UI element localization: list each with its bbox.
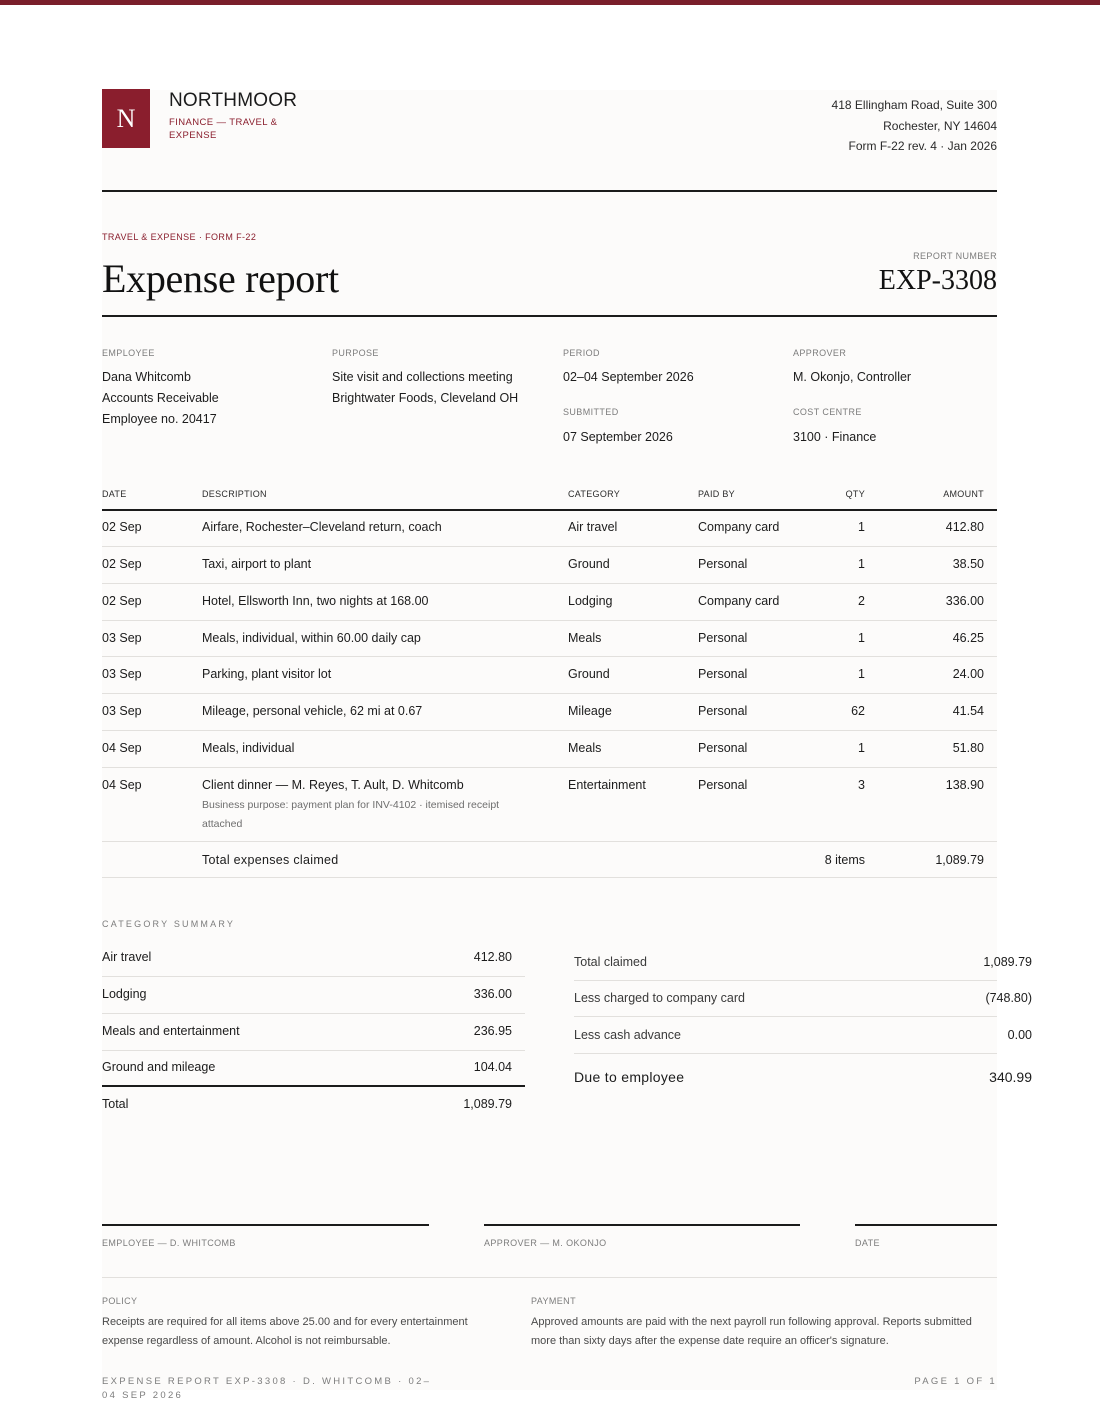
row-divider — [102, 656, 997, 657]
row-description: Mileage, personal vehicle, 62 mi at 0.67 — [202, 704, 423, 718]
due-label: Due to employee — [574, 1069, 685, 1085]
col-header-qty: QTY — [845, 489, 865, 499]
row-category: Ground — [568, 557, 610, 571]
submitted-value: 07 September 2026 — [563, 430, 673, 444]
settlement-label: Less cash advance — [574, 1028, 682, 1042]
row-date: 02 Sep — [102, 557, 142, 571]
row-category: Meals — [568, 741, 602, 755]
row-description: Airfare, Rochester–Cleveland return, coach — [202, 520, 442, 534]
row-amount: 24.00 — [952, 667, 984, 681]
category-divider — [102, 1013, 525, 1014]
logo-letter: N — [116, 103, 136, 133]
row-amount: 412.80 — [945, 520, 984, 534]
col-header-date: DATE — [102, 489, 127, 499]
purpose-line: Site visit and collections meeting — [332, 370, 513, 384]
row-description: Parking, plant visitor lot — [202, 667, 332, 681]
notes-divider — [102, 1277, 997, 1278]
category-summary-label: CATEGORY SUMMARY — [102, 919, 236, 929]
category-name: Meals and entertainment — [102, 1024, 240, 1038]
settlement-divider — [574, 980, 997, 981]
row-paid-by: Personal — [698, 704, 748, 718]
form-revision: Form F-22 rev. 4 · Jan 2026 — [848, 139, 997, 153]
row-note — [202, 796, 499, 834]
row-note-line: attached — [202, 818, 243, 830]
due-amount: 340.99 — [989, 1069, 1032, 1085]
col-header-amount: AMOUNT — [943, 489, 984, 499]
row-amount: 138.90 — [945, 778, 984, 792]
date-signature-line — [855, 1224, 997, 1226]
policy-line: Receipts are required for all items above 25.00 and for every entertainment — [102, 1316, 468, 1328]
row-divider — [102, 730, 997, 731]
footer-reference — [102, 1375, 431, 1403]
employee-signature-label: EMPLOYEE — D. WHITCOMB — [102, 1238, 236, 1248]
row-paid-by: Personal — [698, 741, 748, 755]
address-line: Rochester, NY 14604 — [883, 118, 997, 133]
row-paid-by: Company card — [698, 594, 780, 608]
row-description: Meals, individual, within 60.00 daily cap — [202, 631, 421, 645]
category-amount: 336.00 — [473, 987, 512, 1001]
row-qty: 62 — [851, 704, 865, 718]
title-rule — [102, 315, 997, 317]
footer-line: 04 SEP 2026 — [102, 1390, 184, 1401]
purpose-label: PURPOSE — [332, 348, 379, 358]
settlement-divider — [574, 1053, 997, 1054]
row-amount: 38.50 — [952, 557, 984, 571]
settlement-divider — [574, 1016, 997, 1017]
page-title: Expense report — [102, 256, 339, 301]
settlement-label: Total claimed — [574, 955, 647, 969]
approver-signature-line — [484, 1224, 800, 1226]
row-amount: 51.80 — [952, 741, 984, 755]
category-divider — [102, 1050, 525, 1051]
category-name: Ground and mileage — [102, 1060, 216, 1074]
row-paid-by: Company card — [698, 520, 780, 534]
row-description: Client dinner — M. Reyes, T. Ault, D. Whitcomb — [202, 778, 464, 792]
row-qty: 1 — [858, 631, 865, 645]
table-header-rule — [102, 509, 997, 511]
row-divider — [102, 583, 997, 584]
row-paid-by: Personal — [698, 631, 748, 645]
report-number-label: REPORT NUMBER — [913, 251, 997, 261]
settlement-amount: (748.80) — [985, 991, 1032, 1005]
row-qty: 2 — [858, 594, 865, 608]
row-divider — [102, 620, 997, 621]
row-divider — [102, 767, 997, 768]
total-label: Total expenses claimed — [202, 853, 339, 867]
settlement-amount: 1,089.79 — [983, 955, 1032, 969]
row-description: Meals, individual — [202, 741, 295, 755]
total-amount: 1,089.79 — [935, 853, 984, 867]
approver-label: APPROVER — [793, 348, 847, 358]
row-category: Mileage — [568, 704, 612, 718]
row-amount: 336.00 — [945, 594, 984, 608]
header-rule — [102, 190, 997, 192]
row-divider — [102, 841, 997, 842]
employee-signature-line — [102, 1224, 429, 1226]
policy-line: expense regardless of amount. Alcohol is not reimbursable. — [102, 1335, 391, 1347]
row-date: 03 Sep — [102, 631, 142, 645]
employee-department: Accounts Receivable — [102, 391, 219, 405]
category-amount: 104.04 — [473, 1060, 512, 1074]
submitted-label: SUBMITTED — [563, 407, 619, 417]
row-qty: 1 — [858, 741, 865, 755]
settlement-amount: 0.00 — [1007, 1028, 1032, 1042]
page-number: PAGE 1 OF 1 — [914, 1376, 997, 1387]
row-category: Lodging — [568, 594, 613, 608]
row-paid-by: Personal — [698, 557, 748, 571]
row-date: 02 Sep — [102, 594, 142, 608]
col-header-category: CATEGORY — [568, 489, 621, 499]
payment-line: Approved amounts are paid with the next payroll run following approval. Reports submitted — [531, 1316, 972, 1328]
policy-label: POLICY — [102, 1296, 138, 1306]
company-address — [832, 95, 997, 157]
category-amount: 236.95 — [473, 1024, 512, 1038]
row-date: 03 Sep — [102, 704, 142, 718]
employee-name: Dana Whitcomb — [102, 370, 191, 384]
category-total-rule — [102, 1085, 525, 1087]
row-qty: 1 — [858, 557, 865, 571]
row-date: 03 Sep — [102, 667, 142, 681]
row-date: 02 Sep — [102, 520, 142, 534]
row-qty: 1 — [858, 520, 865, 534]
purpose-line: Brightwater Foods, Cleveland OH — [332, 391, 519, 405]
row-divider — [102, 546, 997, 547]
category-total-label: Total — [102, 1097, 129, 1111]
top-accent-bar — [0, 0, 1100, 5]
company-name: NORTHMOOR — [169, 90, 298, 111]
address-line: 418 Ellingham Road, Suite 300 — [831, 98, 997, 112]
row-divider — [102, 693, 997, 694]
settlement-label: Less charged to company card — [574, 991, 745, 1005]
cost-centre-value: 3100 · Finance — [793, 430, 877, 444]
period-value: 02–04 September 2026 — [563, 370, 694, 384]
payment-label: PAYMENT — [531, 1296, 576, 1306]
report-number: EXP-3308 — [878, 265, 997, 296]
payment-line: more than sixty days after the expense date require an officer's signature. — [531, 1335, 889, 1347]
row-note-line: Business purpose: payment plan for INV-4102 · itemised receipt — [202, 799, 500, 811]
row-divider — [102, 877, 997, 878]
employee-number: Employee no. 20417 — [102, 412, 217, 426]
total-items: 8 items — [824, 853, 865, 867]
form-eyebrow: TRAVEL & EXPENSE · FORM F-22 — [102, 232, 257, 242]
payment-text — [531, 1313, 972, 1351]
category-name: Lodging — [102, 987, 147, 1001]
category-divider — [102, 976, 525, 977]
row-category: Meals — [568, 631, 602, 645]
row-amount: 46.25 — [952, 631, 984, 645]
cost-centre-label: COST CENTRE — [793, 407, 862, 417]
company-logo — [102, 89, 150, 148]
company-department: FINANCE — TRAVEL & EXPENSE — [169, 117, 278, 141]
approver-value: M. Okonjo, Controller — [793, 370, 912, 384]
employee-label: EMPLOYEE — [102, 348, 155, 358]
footer-line: EXPENSE REPORT EXP-3308 · D. WHITCOMB · 02– — [102, 1376, 432, 1387]
row-paid-by: Personal — [698, 778, 748, 792]
category-amount: 412.80 — [473, 950, 512, 964]
date-signature-label: DATE — [855, 1238, 880, 1248]
row-category: Ground — [568, 667, 610, 681]
row-qty: 3 — [858, 778, 865, 792]
row-date: 04 Sep — [102, 778, 142, 792]
col-header-paid-by: PAID BY — [698, 489, 735, 499]
row-paid-by: Personal — [698, 667, 748, 681]
category-total: 1,089.79 — [463, 1097, 512, 1111]
purpose-details — [332, 367, 518, 409]
row-amount: 41.54 — [952, 704, 984, 718]
row-category: Air travel — [568, 520, 618, 534]
policy-text — [102, 1313, 468, 1351]
row-description: Hotel, Ellsworth Inn, two nights at 168.00 — [202, 594, 429, 608]
row-date: 04 Sep — [102, 741, 142, 755]
col-header-description: DESCRIPTION — [202, 489, 267, 499]
row-qty: 1 — [858, 667, 865, 681]
employee-details — [102, 367, 219, 430]
row-category: Entertainment — [568, 778, 646, 792]
approver-signature-label: APPROVER — M. OKONJO — [484, 1238, 607, 1248]
row-description: Taxi, airport to plant — [202, 557, 312, 571]
period-label: PERIOD — [563, 348, 600, 358]
category-name: Air travel — [102, 950, 152, 964]
